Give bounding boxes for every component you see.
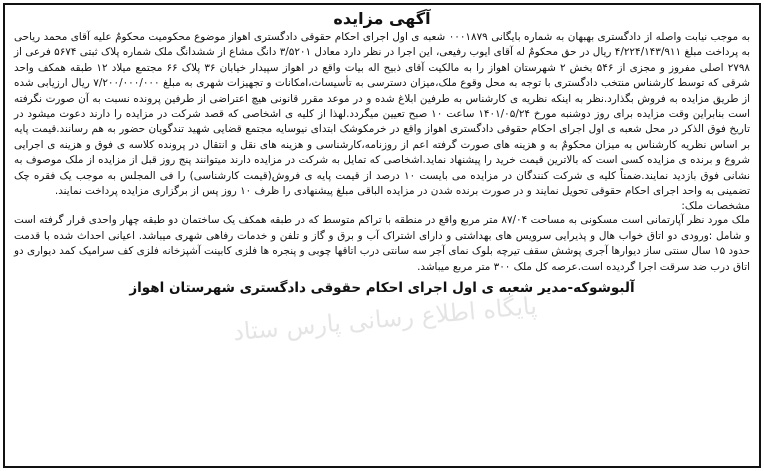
watermark: پایگاه اطلاع رسانی پارس ستاد: [232, 291, 538, 347]
notice-title: آگهی مزایده: [333, 9, 431, 28]
property-specs: ملک مورد نظر آپارتمانی است مسکونی به مساحت ۸۷/۰۴ متر مربع واقع در منطقه با تراکم متوسط که در طبقه همکف یک ساختمان دو طبقه چهار واحدی قرار گرفته است و شامل :ورودی دو اتاق خواب هال و پذیرایی سرویس های بهداشتی و دارای اشتراک آب و برق و گاز و تلفن و خدمات رفاهی شهری میباشد. اعیانی احداث شده با قدمت حدود ۱۵ سال سنتی ساز دیوارها آجری پوشش سقف تیرچه بلوک نمای آجر سه سانتی درب اتاقها چوبی و پنجره ها فلزی کابینت آشپزخانه فلزی کف سرامیک کمد دیواری دو اتاق درب ضد سرقت اجرا گردیده است.عرصه کل ملک ۳۰۰ متر مربع میباشد.: [14, 214, 750, 273]
notice-body: به موجب نیابت واصله از دادگستری بهبهان به شماره بایگانی ۰۰۰۱۸۷۹ شعبه ی اول اجرای احکام حقوقی دادگستری اهواز موضوع محکومیت محکومٌ علیه آقای محمد ریاحی به پرداخت مبلغ ۴/۲۲۴/۱۴۳/۹۱۱ ریال در حق محکومٌ له آقای ایوب رفیعی، این اجرا در نظر دارد معادل ۳/۵۲۰۱ دانگ مشاع از ششدانگ ملک شماره پلاک ثبتی ۵۶۷۴ فرعی از ۲۷۹۸ اصلی مفروز و مجزی از ۵۴۶ بخش ۲ شهرستان اهواز را به مالکیت آقای ذبیح اله بیات واقع در اهواز سپیدار خیابان ۳۶ پلاک ۶۶ مجتمع میلاد ۱۲ طبقه همکف واحد شرقی که توسط کارشناس منتخب دادگستری با توجه به محل وقوع ملک،میزان دسترسی به تأسیسات،امکانات و تجهیزات شهری به مبلغ ۷/۲۰۰/۰۰۰/۰۰۰ ریال ارزیابی شده از طریق مزایده به فروش بگذارد.نظر به اینکه نظریه ی کارشناس به طرفین ابلاغ شده و در موعد مقرر قانونی هیچ اعتراضی از طرفین پرونده نسبت به آن صورت نگرفته است بنابراین وقت مزایده برای روز دوشنبه مورخ ۱۴۰۱/۰۵/۲۴ ساعت ۱۰ صبح تعیین میگردد.لهذا از کلیه ی اشخاصی که قصد شرکت در مزایده را دارند دعوت میشود در تاریخ فوق الذکر در محل شعبه ی اول اجرای احکام حقوقی دادگستری اهواز واقع در خرمکوشک ابتدای نیوسایه مجتمع قضایی شهید تندگویان حضور به هم رسانند.قیمت پایه بر اساس نظریه کارشناس به میزان محکومٌ به و هزینه های صورت گرفته اعم از روزنامه،کارشناسی و هزینه های نقل و انتقال در پرونده کلاسه ی فوق و هزینه ی اجرایی شروع و برنده ی مزایده کسی است که بالاترین قیمت خرید را پیشنهاد نماید.اشخاصی که تمایل به شرکت در مزایده دارند میتوانند پنج روز قبل از مزایده از ملک موصوف به نشانی فوق بازدید نمایند.ضمناً کلیه ی شرکت کنندگان در مزایده می بایست ۱۰ درصد از قیمت پایه ی فروش(قیمت کارشناسی) را فی المجلس به موجب یک فقره چک تضمینی به واحد اجرای احکام حقوقی تحویل نمایند و در صورت برنده شدن در مزایده الباقی مبلغ پیشنهادی را ظرف ۱۰ روز پس از برگزاری مزایده پرداخت نمایند.: [14, 31, 751, 198]
property-specs-heading: مشخصات ملک:: [681, 200, 750, 213]
notice-signature: آلبوشوکه-مدیر شعبه ی اول اجرای احکام حقوقی دادگستری شهرستان اهواز: [129, 280, 635, 297]
notice-frame: [3, 3, 761, 468]
